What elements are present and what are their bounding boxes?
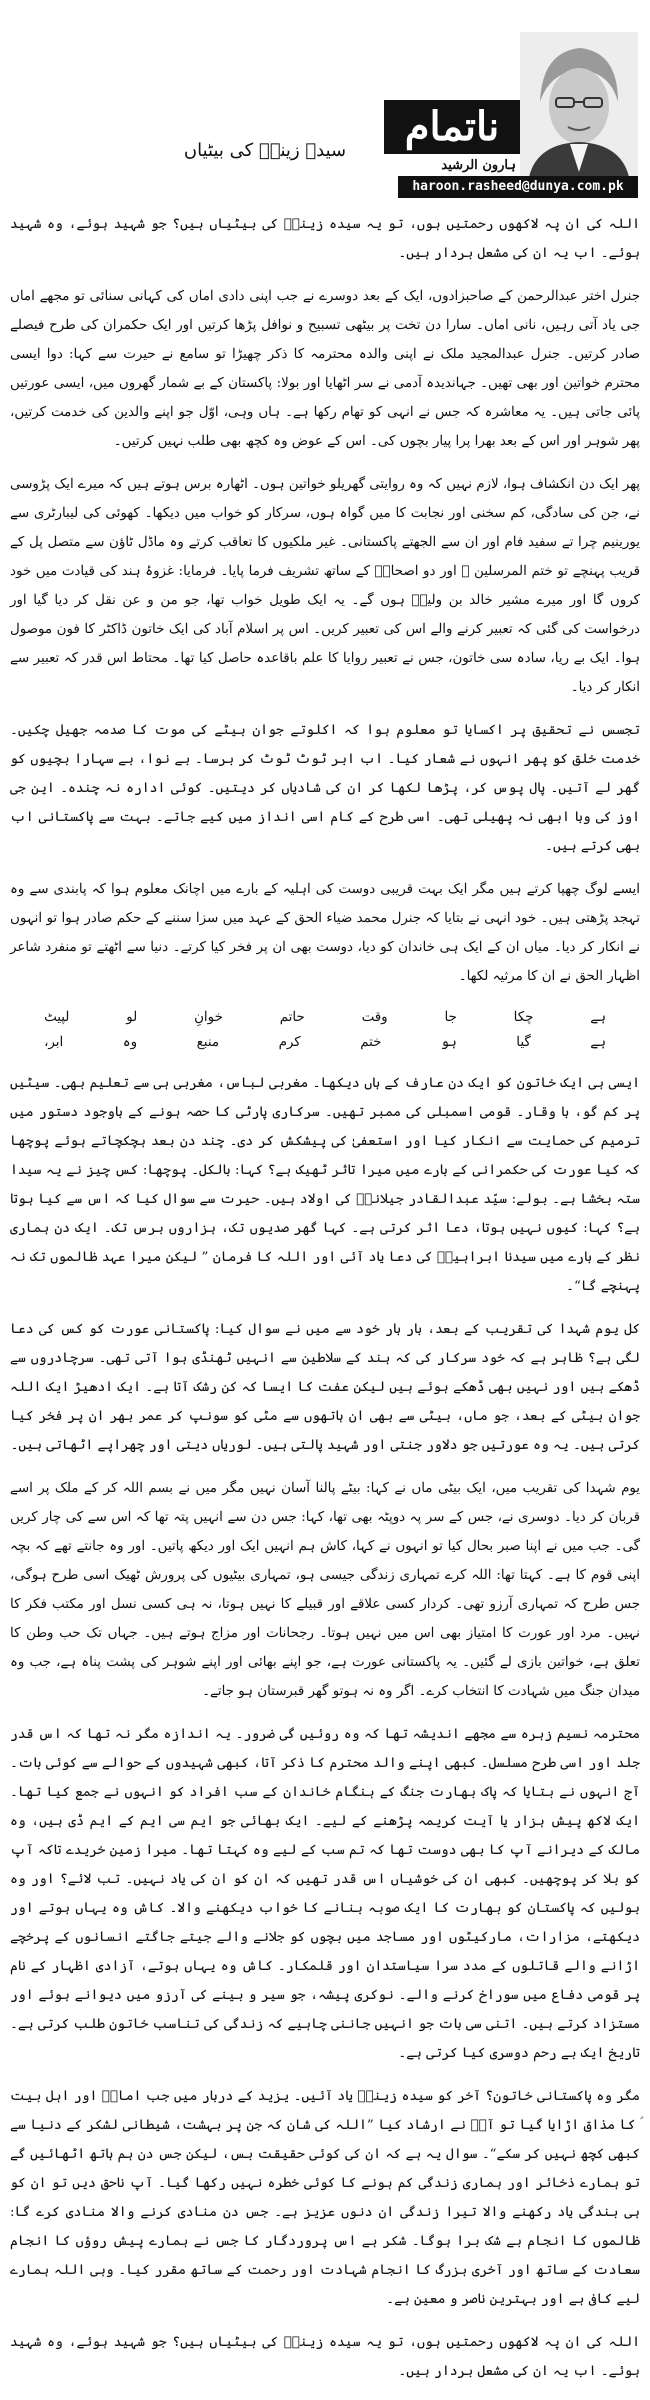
verse-word: ختم — [360, 1035, 382, 1050]
verse-word: ہے — [590, 1035, 606, 1050]
paragraph: مگر وہ پاکستانی خاتون؟ آخر کو سیدہ زینبؓ یاد آئیں۔ یزید کے دربار میں جب امامؑ اور اہل بیت ؑ کا مذاق اڑایا گیا تو آپؓ نے ارشاد کیا ”اللہ کی شان کہ جن پر بہشت، شیطانی لشکر کے دنیا سے کبھی کچھ نہیں کر سکے“۔ سوال یہ ہے کہ ان کی کوئی حقیقت بس، لیکن جس دن ہم ہاتھ اٹھائیں گے تو ہمارے ذخائر اور ہماری زندگی کم ہونے کا کوئی خطرہ نہیں رکھا گیا۔ آپ ناحق دیں تو ان کو ہی بندگی یاد رکھنے والا تیرا زندگی ان دنوں عزیز ہے۔ جس دن منادی کرنے والا منادی کرے گا: ظالموں کا انجام بے شک برا ہوگا۔ شکر ہے اس پروردگار کا جس نے ہمارے پیش روؤں کا انجام سعادت کے ساتھ اور آخری بزرگ کا انجام شہادت اور رحمت کے ساتھ مقرر کیا۔ وہی اللہ ہمارے لیے کافی ہے اور بہترین ناصر و معین ہے۔ — [10, 2089, 640, 2307]
author-photo — [520, 32, 638, 182]
paragraph: کل یوم شہدا کی تقریب کے بعد، بار بار خود سے میں نے سوال کیا: پاکستانی عورت کو کس کی دعا لگی ہے؟ ظاہر ہے کہ خود سرکار کی کہ ہند کے سلاطین سے انہیں ٹھنڈی ہوا آتی تھی۔ سرچادروں سے ڈھکے ہیں اور نہیں بھی ڈھکے ہوئے ہیں لیکن عفت کا ایسا کہ کن رشک آتا ہے۔ ایک ادھیڑ ایک اللہ جوان بیٹی کے بعد، جو ماں، بیٹی سے بھی ان ہاتھوں سے مٹی کو سونپ کر عمر بھر ان پر فخر کیا کرتی ہیں۔ یہ وہ عورتیں جو دلاور جنتی اور شہید پالتی ہیں۔ لوریاں دیتی اور چھراپے اٹھاتی ہیں۔ — [10, 1322, 640, 1453]
verse-word: لو — [126, 1010, 138, 1025]
closing-paragraph: اللہ کی ان پہ لاکھوں رحمتیں ہوں، تو یہ سیدہ زینبؓ کی بیٹیاں ہیں؟ جو شہید ہوئے، وہ شہید ہوئے۔ اب یہ ان کی مشعل بردار ہیں۔ — [10, 2335, 640, 2379]
verse-word: چکا — [513, 1010, 534, 1025]
verse-word: وقت — [361, 1010, 388, 1025]
paragraph: اللہ کی ان پہ لاکھوں رحمتیں ہوں، تو یہ سیدہ زینبؓ کی بیٹیاں ہیں؟ جو شہید ہوئے، وہ شہید ہوئے۔ اب یہ ان کی مشعل بردار ہیں۔ — [10, 217, 640, 261]
paragraph: تجسس نے تحقیق پر اکسایا تو معلوم ہوا کہ اکلوتے جوان بیٹے کی موت کا صدمہ جھیل چکیں۔ خدمت خلق کو پھر انہوں نے شعار کیا۔ اب ابر ٹوٹ ٹوٹ کر برسا۔ بے نوا، بے سہارا بچیوں کو گھر لے آتیں۔ پال پوس کر، پڑھا لکھا کر ان کی شادیاں کر دیتیں۔ کوئی ادارہ نہ چندہ۔ این جی اوز کی وبا ابھی نہ پھیلی تھی۔ اسی طرح کے کام اسی انداز میں کیے جاتے۔ بہت سے پاکستانی اب بھی کرتے ہیں۔ — [10, 723, 640, 854]
article-body — [10, 210, 640, 2400]
paragraph: جنرل اختر عبدالرحمن کے صاحبزادوں، ایک کے بعد دوسرے نے جب اپنی دادی اماں کی کہانی سنائی تو مجھے اماں جی یاد آتی رہیں، نانی اماں۔ سارا دن تخت پر بیٹھی تسبیح و نوافل پڑھا کرتیں اور ایک حکمران کی طرح فیصلے صادر کرتیں۔ جنرل عبدالمجید ملک نے اپنی والدہ محترمہ کا ذکر چھیڑا تو سامع نے حیرت سے کہا: دوا ایسی محترم خواتین اور بھی تھیں۔ جہاندیدہ آدمی نے سر اٹھایا اور بولا: پاکستان کے بے شمار گھروں میں، ایسی عورتیں پائی جاتی ہیں۔ یہ معاشرہ کہ جس نے انہی کو تھام رکھا ہے۔ ہاں وہی، اوّل جو اپنے والدین کی خدمت کرتیں، پھر شوہر اور اس کے بعد بھرا پرا پیار بچوں کی۔ اس کے عوض وہ کچھ بھی طلب نہیں کرتیں۔ — [10, 289, 640, 449]
column-header — [0, 0, 650, 205]
verse-word: ہے — [590, 1010, 606, 1025]
author-email[interactable]: haroon.rasheed@dunya.com.pk — [398, 176, 638, 198]
verse-word: حاتم — [279, 1010, 305, 1025]
author-portrait-image — [520, 32, 638, 182]
paragraph: ایسی ہی ایک خاتون کو ایک دن عارف کے ہاں دیکھا۔ مغربی لباس، مغربی ہی سے تعلیم بھی۔ سیٹیں پر کم گو، با وقار۔ قومی اسمبلی کی ممبر تھیں۔ سرکاری پارٹی کا حصہ ہونے کے باوجود دستور میں ترمیم کی حمایت سے انکار کیا اور استعفیٰ کی پیشکش کر دی۔ چند دن بعد ہچکچاتے ہوئے پوچھا کہ کیا عورت کی حکمرانی کے بارے میں میرا تاثر ٹھیک ہے؟ کہا: بالکل۔ پوچھا: کس چیز نے یہ سیدا ستہ بخشا ہے۔ بولے: سیّد عبدالقادر جیلانیؒ کی اولاد ہیں۔ حیرت سے سوال کیا کہ اس سے کیا ہوتا ہے؟ کہا: کیوں نہیں ہوتا، دعا اثر کرتی ہے۔ کہا گھر صدیوں تک، ہزاروں برس تک۔ ایک دن ہماری نظر کے بارے میں سیدنا ابراہیمؑ کی دعا یاد آئی اور اللہ کا فرمان ” لیکن میرا عہد ظالموں تک نہ پہنچے گا“۔ — [10, 1076, 640, 1294]
verse-word: جا — [444, 1010, 457, 1025]
article-title: سیدہ زینبؑ کی بیٹیاں — [183, 140, 347, 161]
verse-word: خوانِ — [194, 1010, 223, 1025]
paragraph: یوم شہدا کی تقریب میں، ایک بیٹی ماں نے کہا: بیٹے پالنا آسان نہیں مگر میں نے بسم اللہ کر کے ملک پر اسے قربان کر دیا۔ دوسری نے، جس کے سر پہ دوپٹہ بھی تھا، کہا: جس دن سے انہیں پتہ تھا کہ اس سے کی چار کریں گی۔ جب میں نے اپنا صبر بحال کیا تو انہوں نے کہا، کاش ہم انہیں ایک اور دیکھ پاتیں۔ اور وہ جانتے تھے کہ بچہ اپنی قوم کا ہے۔ کہتا تھا: اللہ کرے تمہاری زندگی جیسی ہو، تمہاری بیٹیوں کی پرورش ٹھیک اسی طرح ہوگی، جس طرح کہ تمہاری آرزو تھی۔ کردار کسی علاقے اور قبیلے کا نہیں ہوتا، نہ ہی کسی نسل اور مکتب فکر کا نہیں۔ مرد اور عورت کا امتیاز بھی اس میں نہیں ہوتا۔ رجحانات اور مزاج ہوتے ہیں۔ جہاں تک حب وطن کا تعلق ہے، خواتین بازی لے گئیں۔ یہ پاکستانی عورت ہے، جو اپنے بھائی اور اپنے شوہر کی پشت پناہ ہے، جب وہ میدان جنگ میں شہادت کا انتخاب کرے۔ اگر وہ نہ ہوتو گھر قبرستان ہو جاتے۔ — [10, 1481, 640, 1699]
paragraph: محترمہ نسیم زہرہ سے مجھے اندیشہ تھا کہ وہ روئیں گی ضرور۔ یہ اندازہ مگر نہ تھا کہ اس قدر جلد اور اسی طرح مسلسل۔ کبھی اپنے والد محترم کا ذکر آتا، کبھی شہیدوں کے حوالے سے کوئی بات۔ آج انہوں نے بتایا کہ پاک بھارت جنگ کے ہنگام خاندان کے سب افراد کو انہوں نے جمع کیا تھا۔ ایک لاکھ پیش ہزار یا آیت کریمہ پڑھنے کے لیے۔ ایک بھائی جو ایم سی ایم کے ایم ڈی ہیں، وہ مالک کے دیرانے آپ کا بھی دوست تھا کہ تم سب کے لیے وہ کہتا تھا۔ میرا زمین خریدے تاکہ آپ کو بلا کر پوچھیں۔ کبھی ان کی خوشیاں اس قدر تھیں کہ ان کو ان کی یاد نہیں۔ تب لائے؟ اور وہ بولیں کہ پاکستان کو بھارت کا ایک صوبہ بنانے کا خواب دیکھنے والا۔ کاش وہ یہاں ہوتے اور دیکھتے، مزارات، مارکیٹوں اور مساجد میں بچوں کو جلانے والے جیتے جاگتے انسانوں کے پرخچے اڑانے والے قاتلوں کے مدد سرا سیاستدان اور قلمکار۔ کاش وہ یہاں ہوتے، آزادی اظہار کے نام پر قومی دفاع میں سوراخ کرنے والے۔ نوکری پیشہ، جو سیر و بینے کی آرزو میں دیوانے ہوئے اور مستزاد کرتے ہیں۔ اتنی سی بات جو انہیں جاننی چاہیے کہ زندگی کی تناسب خاتون طلب کرتی ہے۔ تاریخ ایک بے رحم دوسری کیا کرتی ہے۔ — [10, 1727, 640, 2061]
verse-word: وہ — [122, 1035, 138, 1050]
verse-word: کرم — [278, 1035, 301, 1050]
verse-word: ہو — [441, 1035, 457, 1050]
verse-word: لپیٹ — [44, 1010, 70, 1025]
verse-word: گیا — [516, 1035, 531, 1050]
verse-line-2 — [10, 1030, 640, 1055]
verse-word: منبع — [196, 1035, 220, 1050]
verse-word: ابر، — [44, 1035, 64, 1050]
poem-verse — [10, 1005, 640, 1055]
paragraph: ایسے لوگ چھپا کرتے ہیں مگر ایک بہت قریبی دوست کی اہلیہ کے بارے میں اچانک معلوم ہوا کہ پابندی سے وہ تہجد پڑھتی ہیں۔ خود انہی نے بتایا کہ جنرل محمد ضیاء الحق کے عہد میں سزا سننے کے حکم صادر ہوا تو انہوں نے انکار کر دیا۔ میاں ان کے ایک ہی خاندان کو دیا، دوست بھی ان پر فخر کیا کرتے۔ دنیا سے اٹھتے تو منفرد شاعر اظہار الحق نے ان کا مرثیہ لکھا۔ — [10, 882, 640, 984]
column-name-logo: ناتمام — [384, 100, 520, 154]
author-name: ہارون الرشید — [441, 158, 516, 173]
verse-line-1 — [10, 1005, 640, 1030]
paragraph: پھر ایک دن انکشاف ہوا، لازم نہیں کہ وہ روایتی گھریلو خواتین ہوں۔ اٹھارہ برس ہوتے ہیں کہ میرے ایک پڑوسی نے، جن کی سادگی، کم سخنی اور نجابت کا میں گواہ ہوں، سرکار کو خواب میں دیکھا۔ کھوئی کی لیبارٹری سے یورینیم چرا تے سفید فام اور ان سے الجھتے پاکستانی۔ غیر ملکیوں کا تعاقب کرتے وہ ماڈل ٹاؤن سے متصل پل کے قریب پہنچے تو ختم المرسلین ﷺ اور دو اصحابؓ کے ساتھ تشریف فرما پایا۔ فرمایا: غزوۂ ہند کی قیادت میں خود کروں گا اور میرے مشیر خالد بن ولیدؓ ہوں گے۔ یہ ایک طویل خواب تھا، جو من و عن نقل کر دیا گیا اور درخواست کی گئی کہ تعبیر کرنے والے اس کی تعبیر کریں۔ اس پر اسلام آباد کی ایک خاتون ڈاکٹر کا فون موصول ہوا۔ ایک بے ریا، سادہ سی خاتون، جس نے تعبیر روایا کا علم باقاعدہ حاصل کیا تھا۔ محتاط اس قدر کہ تعبیر سے انکار کر دیا۔ — [10, 477, 640, 695]
